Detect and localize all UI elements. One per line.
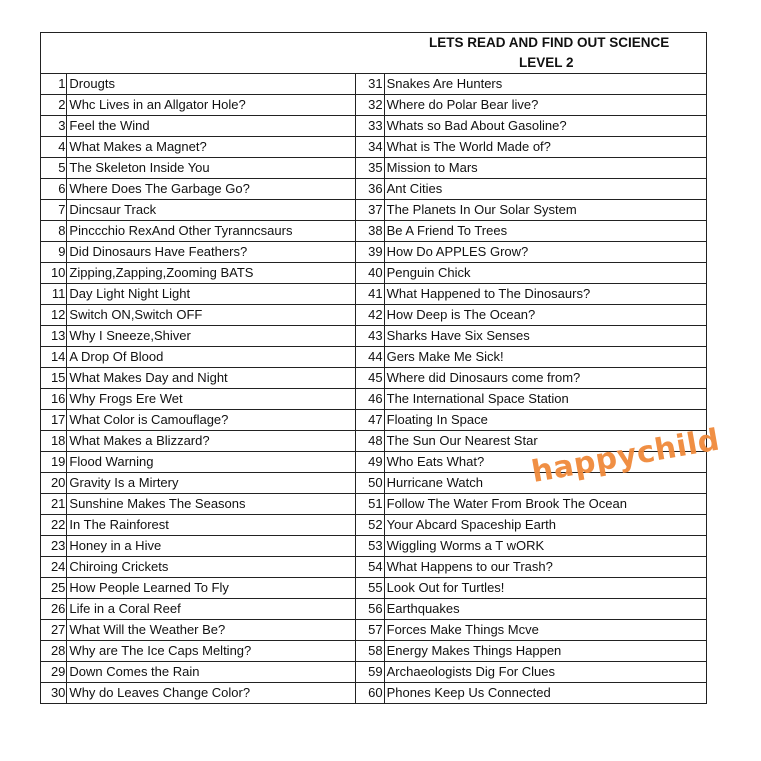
book-number: 27 [41,620,67,641]
table-row [41,683,707,704]
book-number: 54 [356,557,384,578]
table-row [41,305,707,326]
table-row [41,410,707,431]
book-number: 45 [356,368,384,389]
table-row [41,536,707,557]
book-title: The Planets In Our Solar System [384,200,706,221]
book-number: 16 [41,389,67,410]
book-title: Floating In Space [384,410,706,431]
book-number: 10 [41,263,67,284]
book-title: How Do APPLES Grow? [384,242,706,263]
book-title: Whats so Bad About Gasoline? [384,116,706,137]
book-number: 12 [41,305,67,326]
book-title: Zipping,Zapping,Zooming BATS [67,263,356,284]
book-title: Flood Warning [67,452,356,473]
book-number: 6 [41,179,67,200]
book-title: Look Out for Turtles! [384,578,706,599]
book-title: Why are The Ice Caps Melting? [67,641,356,662]
book-title: What Happens to our Trash? [384,557,706,578]
book-title: Mission to Mars [384,158,706,179]
book-number: 34 [356,137,384,158]
book-number: 29 [41,662,67,683]
book-title: Sunshine Makes The Seasons [67,494,356,515]
book-number: 59 [356,662,384,683]
book-title: Sharks Have Six Senses [384,326,706,347]
table-row [41,263,707,284]
table-row [41,347,707,368]
table-row [41,662,707,683]
table-row [41,158,707,179]
book-title: What Makes Day and Night [67,368,356,389]
book-title: Drougts [67,74,356,95]
book-number: 5 [41,158,67,179]
book-number: 7 [41,200,67,221]
happychild-watermark: happychild [528,422,723,490]
book-number: 57 [356,620,384,641]
book-number: 26 [41,599,67,620]
book-number: 17 [41,410,67,431]
table-row [41,368,707,389]
book-number: 50 [356,473,384,494]
book-title: Whc Lives in an Allgator Hole? [67,95,356,116]
book-title: Why do Leaves Change Color? [67,683,356,704]
book-number: 35 [356,158,384,179]
table-row [41,641,707,662]
book-title: What Makes a Blizzard? [67,431,356,452]
book-number: 18 [41,431,67,452]
book-title: The Skeleton Inside You [67,158,356,179]
book-title: How Deep is The Ocean? [384,305,706,326]
book-title: Archaeologists Dig For Clues [384,662,706,683]
table-row [41,74,707,95]
book-number: 19 [41,452,67,473]
book-title: Down Comes the Rain [67,662,356,683]
book-title: Where Does The Garbage Go? [67,179,356,200]
book-number: 55 [356,578,384,599]
book-number: 53 [356,536,384,557]
book-number: 33 [356,116,384,137]
book-title: Where do Polar Bear live? [384,95,706,116]
book-title: Feel the Wind [67,116,356,137]
book-number: 11 [41,284,67,305]
level-label: LEVEL 2 [41,53,707,74]
book-number: 23 [41,536,67,557]
sheet-title: LETS READ AND FIND OUT SCIENCE [41,33,707,54]
book-list-table [40,32,707,704]
book-number: 31 [356,74,384,95]
book-title: Ant Cities [384,179,706,200]
book-title: Gravity Is a Mirtery [67,473,356,494]
table-row [41,179,707,200]
book-number: 60 [356,683,384,704]
book-number: 42 [356,305,384,326]
book-number: 43 [356,326,384,347]
book-number: 2 [41,95,67,116]
book-title: How People Learned To Fly [67,578,356,599]
book-number: 9 [41,242,67,263]
book-number: 47 [356,410,384,431]
book-title: Hurricane Watch [384,473,706,494]
book-title: Switch ON,Switch OFF [67,305,356,326]
table-row [41,494,707,515]
book-title: A Drop Of Blood [67,347,356,368]
book-number: 24 [41,557,67,578]
table-row [41,620,707,641]
book-title: Who Eats What? [384,452,706,473]
book-number: 32 [356,95,384,116]
book-title: The International Space Station [384,389,706,410]
header-level-row [41,53,707,74]
book-number: 37 [356,200,384,221]
book-number: 52 [356,515,384,536]
book-title: Your Abcard Spaceship Earth [384,515,706,536]
table-row [41,221,707,242]
book-number: 21 [41,494,67,515]
table-row [41,599,707,620]
table-row [41,557,707,578]
book-title: Why I Sneeze,Shiver [67,326,356,347]
book-number: 1 [41,74,67,95]
book-title: Day Light Night Light [67,284,356,305]
book-title: Life in a Coral Reef [67,599,356,620]
book-title: Wiggling Worms a T wORK [384,536,706,557]
book-title: Gers Make Me Sick! [384,347,706,368]
header-title-row [41,33,707,54]
book-number: 44 [356,347,384,368]
book-title: What Happened to The Dinosaurs? [384,284,706,305]
book-list-sheet [40,32,723,709]
book-number: 36 [356,179,384,200]
book-title: The Sun Our Nearest Star [384,431,706,452]
table-row [41,242,707,263]
book-title: Follow The Water From Brook The Ocean [384,494,706,515]
book-number: 13 [41,326,67,347]
book-title: What Makes a Magnet? [67,137,356,158]
book-title: Pinccchio RexAnd Other Tyranncsaurs [67,221,356,242]
book-number: 8 [41,221,67,242]
table-row [41,578,707,599]
book-title: In The Rainforest [67,515,356,536]
book-title: Forces Make Things Mcve [384,620,706,641]
book-title: Snakes Are Hunters [384,74,706,95]
book-title: Earthquakes [384,599,706,620]
book-number: 39 [356,242,384,263]
table-row [41,137,707,158]
book-number: 38 [356,221,384,242]
book-number: 56 [356,599,384,620]
book-number: 40 [356,263,384,284]
book-number: 3 [41,116,67,137]
book-title: What is The World Made of? [384,137,706,158]
book-number: 25 [41,578,67,599]
book-title: Be A Friend To Trees [384,221,706,242]
table-row [41,284,707,305]
table-row [41,389,707,410]
book-number: 20 [41,473,67,494]
table-row [41,116,707,137]
book-number: 28 [41,641,67,662]
book-title: Chiroing Crickets [67,557,356,578]
book-number: 41 [356,284,384,305]
book-title: Dincsaur Track [67,200,356,221]
book-number: 46 [356,389,384,410]
book-title: What Will the Weather Be? [67,620,356,641]
book-title: Why Frogs Ere Wet [67,389,356,410]
book-title: Where did Dinosaurs come from? [384,368,706,389]
book-number: 15 [41,368,67,389]
book-title: Phones Keep Us Connected [384,683,706,704]
book-number: 14 [41,347,67,368]
book-title: Penguin Chick [384,263,706,284]
table-row [41,326,707,347]
book-number: 4 [41,137,67,158]
book-title: What Color is Camouflage? [67,410,356,431]
book-number: 30 [41,683,67,704]
book-title: Honey in a Hive [67,536,356,557]
book-number: 22 [41,515,67,536]
table-row [41,515,707,536]
book-number: 49 [356,452,384,473]
table-row [41,95,707,116]
table-row [41,200,707,221]
book-number: 48 [356,431,384,452]
book-number: 51 [356,494,384,515]
book-title: Did Dinosaurs Have Feathers? [67,242,356,263]
book-number: 58 [356,641,384,662]
book-title: Energy Makes Things Happen [384,641,706,662]
